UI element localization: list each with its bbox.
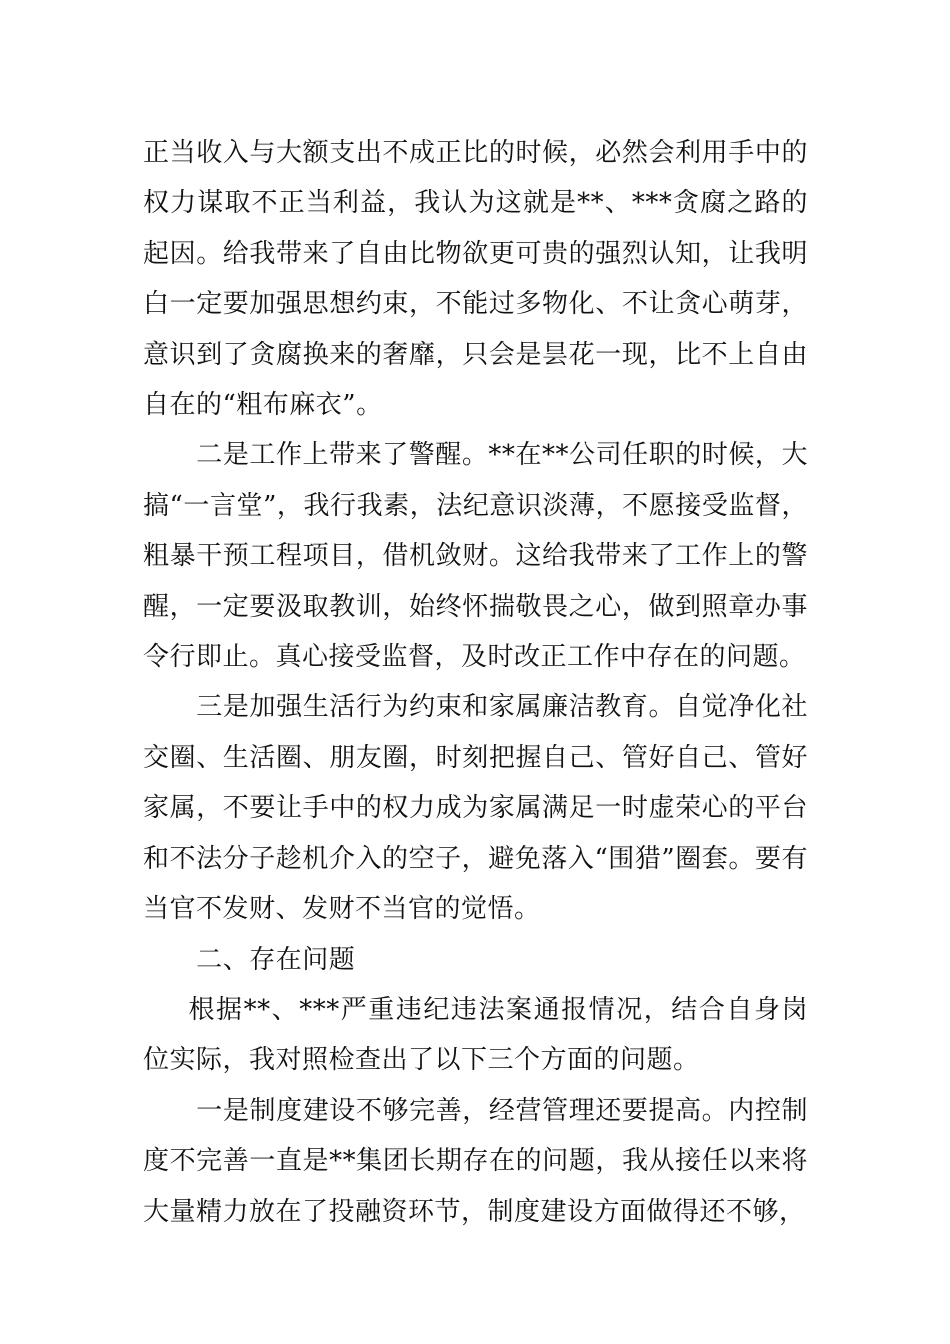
document-body (143, 128, 808, 1237)
section-heading-existing-problems: 二、存在问题 (196, 944, 356, 975)
paragraph-work-warning: 二是工作上带来了警醒。**在**公司任职的时候，大搞“一言堂”，我行我素，法纪意识淡薄，不愿接受监督，粗暴干预工程项目，借机敛财。这给我带来了工作上的警醒，一定要汲取教训，始终怀揣敬畏之心，做到照章办事令行即止。真心接受监督，及时改正工作中存在的问题。 (143, 440, 808, 673)
paragraph-life-constraint: 三是加强生活行为约束和家属廉洁教育。自觉净化社交圈、生活圈、朋友圈，时刻把握自己、管好自己、管好家属，不要让手中的权力成为家属满足一时虚荣心的平台和不法分子趁机介入的空子，避免落入“围猎”圈套。要有当官不发财、发财不当官的觉悟。 (143, 692, 808, 925)
paragraph-system-construction: 一是制度建设不够完善，经营管理还要提高。内控制度不完善一直是**集团长期存在的问题，我从接任以来将大量精力放在了投融资环节，制度建设方面做得还不够， (143, 1095, 808, 1227)
paragraph-problems-intro: 根据**、***严重违纪违法案通报情况，结合自身岗位实际，我对照检查出了以下三个方面的问题。 (143, 994, 808, 1076)
paragraph-continuation: 正当收入与大额支出不成正比的时候，必然会利用手中的权力谋取不正当利益，我认为这就是**、***贪腐之路的起因。给我带来了自由比物欲更可贵的强烈认知，让我明白一定要加强思想约束，不能过多物化、不让贪心萌芽，意识到了贪腐换来的奢靡，只会是昙花一现，比不上自由自在的“粗布麻衣”。 (143, 138, 808, 421)
